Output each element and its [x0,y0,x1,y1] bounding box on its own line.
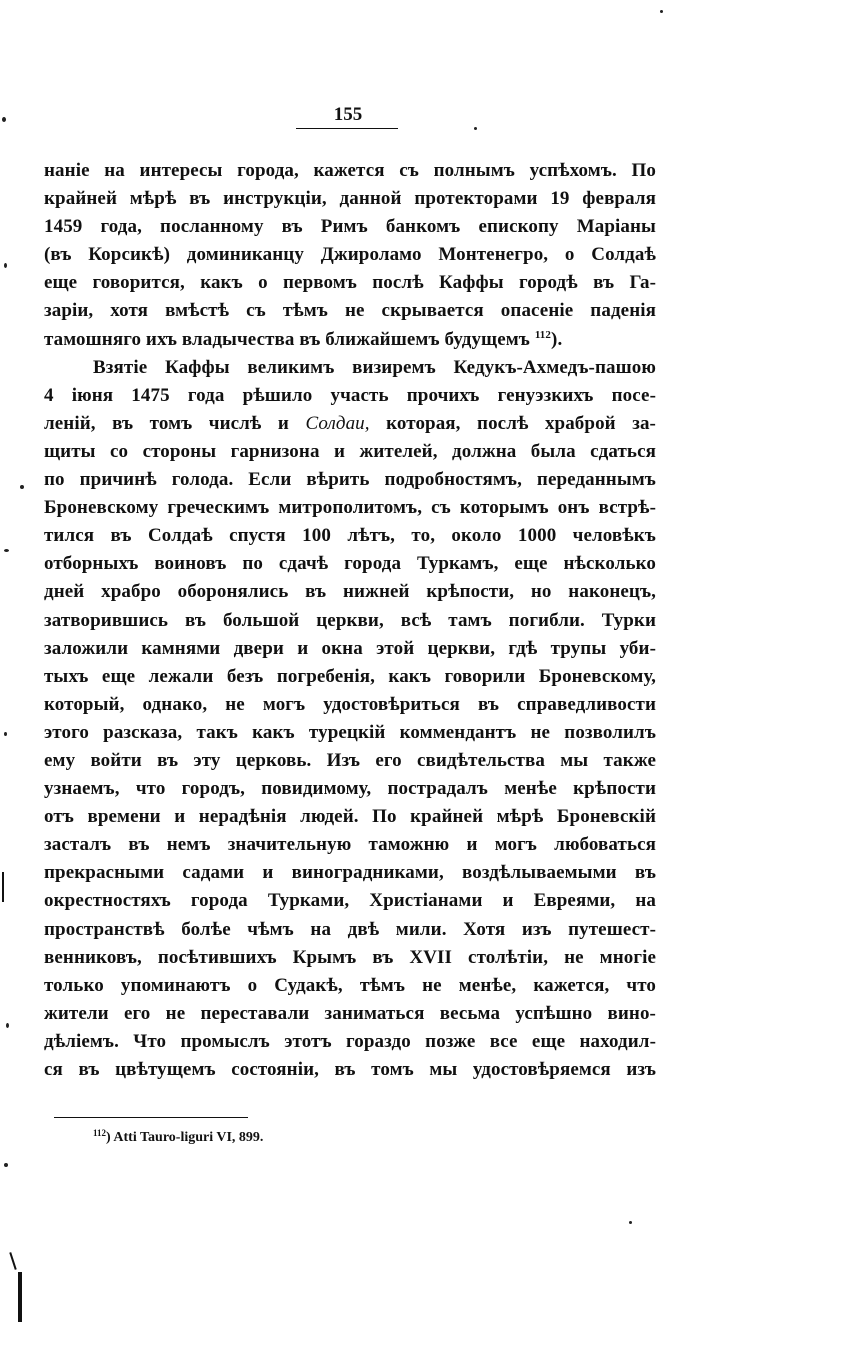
scan-speck [629,1221,632,1224]
scan-speck [4,732,7,736]
text-line: тился въ Солдаѣ спустя 100 лѣтъ, то, около 1000 человѣкъ [44,525,656,547]
text-line: Броневскому греческимъ митрополитомъ, съ которымъ онъ встрѣ- [44,497,656,519]
text-line: только упоминаютъ о Судакѣ, тѣмъ не менѣе, кажется, что [44,974,656,996]
text-line: узнаемъ, что городъ, повидимому, пострадалъ менѣе крѣпости [44,778,656,800]
text-line: 1459 года, посланному въ Римъ банкомъ епископу Маріаны [44,216,656,238]
text-line: окрестностяхъ города Турками, Христіанами и Евреями, на [44,890,656,912]
scan-speck [4,1163,8,1167]
text-line: еще говорится, какъ о первомъ послѣ Каффы городѣ въ Га- [44,272,656,294]
footnote-marker: 112 [93,1128,107,1138]
text-line [44,410,656,438]
text-line: который, однако, не могъ удостовѣриться въ справедливости [44,693,656,715]
scan-edge-mark [9,1252,16,1270]
text-line: ся въ цвѣтущемъ состояніи, въ томъ мы удостовѣряемся изъ [44,1059,656,1080]
footnote-text: ) Atti Tauro-liguri VI, 899. [106,1130,264,1145]
text-line: ему войти въ эту церковь. Изъ его свидѣтельства мы также [44,749,656,771]
scan-speck [4,549,9,552]
scan-edge-mark [18,1272,22,1322]
text-fragment: которая, послѣ храброй за- [386,412,656,434]
text-line: отъ времени и нерадѣнія людей. По крайней мѣрѣ Броневскій [44,806,656,828]
text-fragment: тамошняго ихъ владычества въ ближайшемъ будущемъ [44,328,530,350]
body-text [44,157,656,1084]
scan-speck [660,10,663,13]
text-line: жители его не переставали заниматься весьма успѣшно вино- [44,1002,656,1024]
footnote-rule [54,1117,248,1118]
text-line: пространствѣ болѣе чѣмъ на двѣ мили. Хотя изъ путешест- [44,918,656,940]
text-line: засталъ въ немъ значительную таможню и могъ любоваться [44,834,656,856]
scan-speck [2,117,6,122]
text-line: крайней мѣрѣ въ инструкціи, данной протекторами 19 февраля [44,188,656,210]
text-line: по причинѣ голода. Если вѣрить подробностямъ, переданнымъ [44,469,656,491]
text-fragment: ). [551,328,563,350]
text-line: дней храбро оборонялись въ нижней крѣпости, но наконецъ, [44,581,656,603]
text-line [44,326,656,354]
italic-place-name: Солдаи, [305,412,370,434]
text-line: (въ Корсикѣ) доминиканцу Джироламо Монтенегро, о Солдаѣ [44,244,656,266]
scan-speck [4,263,7,268]
footnote [93,1130,263,1146]
scan-speck [20,485,24,489]
scan-speck [474,127,477,130]
text-line: заложили камнями двери и окна этой церкви, гдѣ трупы уби- [44,637,656,659]
text-line: щиты со стороны гарнизона и жителей, должна была сдаться [44,440,656,462]
text-line: венниковъ, посѣтившихъ Крымъ въ XVII столѣтіи, не многіе [44,946,656,968]
text-fragment: леній, въ томъ числѣ и [44,412,289,434]
text-line: прекрасными садами и виноградниками, воздѣлываемыми въ [44,862,656,884]
text-line: затворившись въ большой церкви, всѣ тамъ погибли. Турки [44,609,656,631]
text-line: 4 іюня 1475 года рѣшило участь прочихъ генуэзкихъ посе- [44,384,656,406]
scan-edge-mark [2,872,4,902]
text-line: отборныхъ воиновъ по сдачѣ города Туркамъ, еще нѣсколько [44,553,656,575]
text-line: наніе на интересы города, кажется съ полнымъ успѣхомъ. По [44,160,656,181]
text-line: Взятіе Каффы великимъ визиремъ Кедукъ-Ахмедъ-пашою [93,356,656,378]
page-number: 155 [333,104,363,125]
text-line: тыхъ еще лежали безъ погребенія, какъ говорили Броневскому, [44,665,656,687]
text-line: заріи, хотя вмѣстѣ съ тѣмъ не скрывается опасеніе паденія [44,300,656,322]
footnote-reference: 112 [534,328,552,341]
text-line: этого разсказа, такъ какъ турецкій коммендантъ не позволилъ [44,721,656,743]
page-number-rule [296,128,398,129]
scan-speck [6,1023,9,1028]
text-line: дѣліемъ. Что промыслъ этотъ гораздо позже все еще находил- [44,1030,656,1052]
